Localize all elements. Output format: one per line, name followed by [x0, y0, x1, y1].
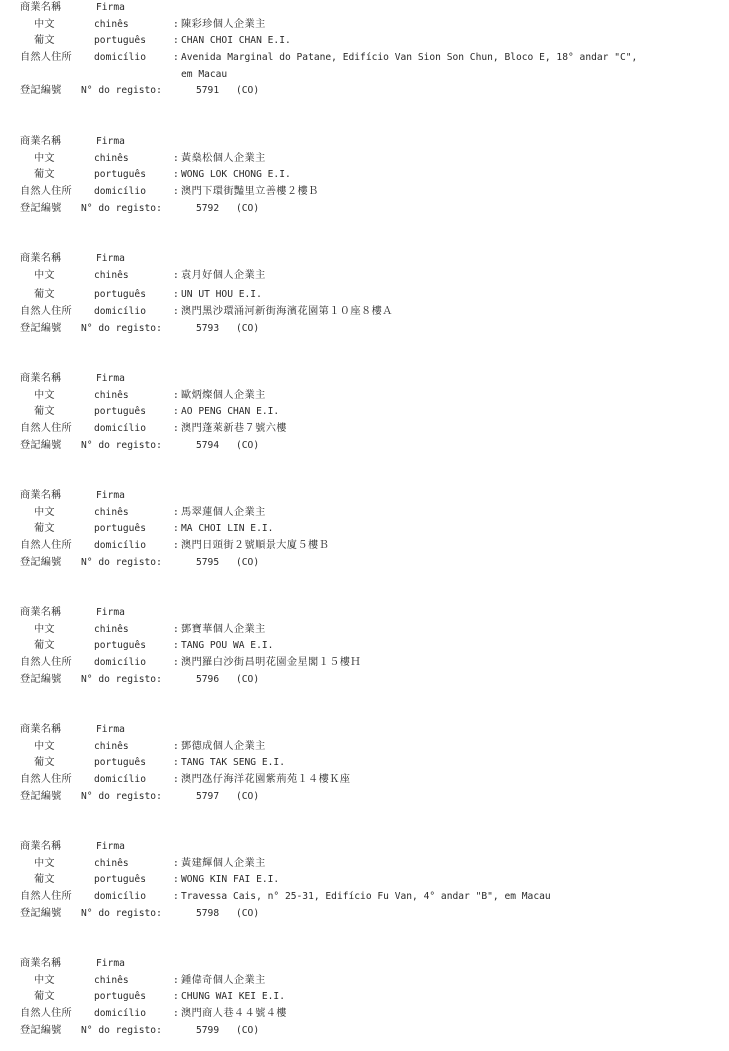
reg-suffix: (CO) — [236, 790, 260, 802]
chinese-name-row — [20, 17, 720, 34]
domicile-label-zh: 自然人住所 — [20, 306, 72, 318]
separator: : — [173, 640, 179, 652]
portuguese-label-pt: português — [94, 757, 146, 769]
portuguese-name-value: CHAN CHOI CHAN E.I. — [181, 35, 291, 47]
separator: : — [173, 857, 179, 869]
portuguese-name-row — [20, 521, 720, 538]
portuguese-label-zh: 葡文 — [34, 757, 55, 769]
firm-label-pt: Firma — [96, 958, 125, 969]
registry-entry — [20, 488, 720, 571]
chinese-label-zh: 中文 — [34, 506, 55, 518]
reg-label-zh: 登記編號 — [20, 322, 62, 334]
separator: : — [173, 540, 179, 552]
chinese-label-zh: 中文 — [34, 18, 55, 30]
domicile-label-zh: 自然人住所 — [20, 774, 72, 786]
firm-label-pt: Firma — [96, 841, 125, 852]
portuguese-label-zh: 葡文 — [34, 35, 55, 47]
firm-row — [20, 371, 720, 388]
firm-row — [20, 956, 720, 973]
reg-label-pt: N° do registo: — [81, 1024, 162, 1036]
registry-entry — [20, 134, 720, 217]
firm-label-zh: 商業名稱 — [20, 2, 62, 13]
reg-label-zh: 登記編號 — [20, 1024, 62, 1036]
domicile-value: 澳門商人巷４４號４樓 — [181, 1008, 287, 1020]
reg-label-zh: 登記編號 — [20, 439, 62, 451]
portuguese-label-zh: 葡文 — [34, 991, 55, 1003]
domicile-label-pt: domicílio — [94, 1008, 146, 1020]
separator: : — [173, 289, 179, 301]
separator: : — [173, 169, 179, 181]
registration-row — [20, 83, 720, 100]
portuguese-label-pt: português — [94, 640, 146, 652]
registration-row — [20, 672, 720, 689]
separator: : — [173, 1008, 179, 1020]
domicile-value: Avenida Marginal do Patane, Edifício Van Sion Son Chun, Bloco E, 18° andar "C", — [181, 52, 638, 64]
chinese-label-zh: 中文 — [34, 740, 55, 752]
separator: : — [173, 186, 179, 198]
domicile-value: Travessa Cais, n° 25-31, Edifício Fu Van, 4° andar "B", em Macau — [181, 891, 551, 903]
separator: : — [173, 506, 179, 518]
separator: : — [173, 306, 179, 318]
firm-label-pt: Firma — [96, 136, 125, 147]
portuguese-label-pt: português — [94, 169, 146, 181]
registration-row — [20, 1023, 720, 1040]
domicile-value: 澳門黑沙環涌河新街海濱花園第１０座８樓Ａ — [181, 306, 393, 318]
reg-label-pt: N° do registo: — [81, 322, 162, 334]
firm-label-pt: Firma — [96, 253, 125, 264]
reg-suffix: (CO) — [236, 1024, 260, 1036]
domicile-label-pt: domicílio — [94, 52, 146, 64]
reg-label-zh: 登記編號 — [20, 907, 62, 919]
chinese-label-zh: 中文 — [34, 269, 55, 281]
chinese-label-pt: chinês — [94, 857, 129, 869]
portuguese-label-zh: 葡文 — [34, 289, 55, 301]
domicile-label-zh: 自然人住所 — [20, 540, 72, 552]
separator: : — [173, 18, 179, 30]
firm-row — [20, 251, 720, 268]
chinese-name-row — [20, 505, 720, 522]
separator: : — [173, 423, 179, 435]
portuguese-label-zh: 葡文 — [34, 169, 55, 181]
reg-label-zh: 登記編號 — [20, 790, 62, 802]
firm-row — [20, 839, 720, 856]
reg-suffix: (CO) — [236, 439, 260, 451]
registry-entry — [20, 839, 720, 922]
domicile-value: 澳門羅白沙街昌明花園金星閣１５樓Ｈ — [181, 657, 361, 669]
portuguese-name-row — [20, 872, 720, 889]
reg-label-zh: 登記編號 — [20, 556, 62, 568]
registration-row — [20, 789, 720, 806]
domicile-label-pt: domicílio — [94, 423, 146, 435]
chinese-label-pt: chinês — [94, 506, 129, 518]
separator: : — [173, 406, 179, 418]
reg-number: 5799 — [196, 1024, 220, 1036]
portuguese-name-value: TANG POU WA E.I. — [181, 640, 274, 652]
domicile-label-pt: domicílio — [94, 891, 146, 903]
reg-number: 5792 — [196, 202, 220, 214]
reg-number: 5791 — [196, 85, 220, 97]
separator: : — [173, 974, 179, 986]
portuguese-name-row — [20, 755, 720, 772]
chinese-name-value: 鄧寶華個人企業主 — [181, 623, 266, 635]
domicile-row — [20, 304, 720, 321]
portuguese-label-pt: português — [94, 991, 146, 1003]
chinese-name-row — [20, 622, 720, 639]
registration-row — [20, 906, 720, 923]
reg-number: 5797 — [196, 790, 220, 802]
portuguese-label-pt: português — [94, 874, 146, 886]
reg-number: 5793 — [196, 322, 220, 334]
domicile-label-pt: domicílio — [94, 774, 146, 786]
chinese-name-value: 鄧德成個人企業主 — [181, 740, 266, 752]
domicile-label-zh: 自然人住所 — [20, 423, 72, 435]
portuguese-label-pt: português — [94, 406, 146, 418]
portuguese-name-row — [20, 167, 720, 184]
domicile-row — [20, 889, 720, 906]
domicile-value: 澳門氹仔海洋花園紫荊苑１４樓Ｋ座 — [181, 774, 351, 786]
registration-row — [20, 201, 720, 218]
chinese-label-zh: 中文 — [34, 623, 55, 635]
separator: : — [173, 874, 179, 886]
chinese-label-zh: 中文 — [34, 389, 55, 401]
domicile-row — [20, 538, 720, 555]
portuguese-name-value: WONG KIN FAI E.I. — [181, 874, 280, 886]
portuguese-name-value: MA CHOI LIN E.I. — [181, 523, 274, 535]
firm-row — [20, 0, 720, 17]
chinese-label-pt: chinês — [94, 389, 129, 401]
domicile-row — [20, 421, 720, 438]
reg-label-zh: 登記編號 — [20, 673, 62, 685]
firm-label-zh: 商業名稱 — [20, 253, 62, 264]
separator: : — [173, 991, 179, 1003]
domicile-value: 澳門蓬萊新巷７號六樓 — [181, 423, 287, 435]
domicile-continuation-row — [20, 67, 720, 84]
separator: : — [173, 35, 179, 47]
separator: : — [173, 389, 179, 401]
reg-label-pt: N° do registo: — [81, 85, 162, 97]
reg-label-pt: N° do registo: — [81, 202, 162, 214]
firm-label-pt: Firma — [96, 607, 125, 618]
reg-suffix: (CO) — [236, 322, 260, 334]
reg-suffix: (CO) — [236, 202, 260, 214]
chinese-label-pt: chinês — [94, 623, 129, 635]
separator: : — [173, 152, 179, 164]
reg-number: 5794 — [196, 439, 220, 451]
reg-label-pt: N° do registo: — [81, 673, 162, 685]
registration-row — [20, 321, 720, 338]
registry-entry — [20, 956, 720, 1039]
portuguese-label-pt: português — [94, 523, 146, 535]
registry-entry — [20, 0, 720, 100]
firm-label-zh: 商業名稱 — [20, 136, 62, 147]
chinese-name-row — [20, 973, 720, 990]
reg-suffix: (CO) — [236, 85, 260, 97]
domicile-row — [20, 1006, 720, 1023]
domicile-row — [20, 655, 720, 672]
chinese-label-pt: chinês — [94, 740, 129, 752]
separator: : — [173, 757, 179, 769]
portuguese-name-row — [20, 404, 720, 421]
portuguese-name-row — [20, 989, 720, 1006]
domicile-row — [20, 772, 720, 789]
separator: : — [173, 740, 179, 752]
portuguese-name-row — [20, 33, 720, 50]
separator: : — [173, 891, 179, 903]
registry-entry — [20, 605, 720, 688]
domicile-row — [20, 50, 720, 67]
domicile-row — [20, 184, 720, 201]
chinese-name-value: 鍾偉奇個人企業主 — [181, 974, 266, 986]
domicile-label-zh: 自然人住所 — [20, 891, 72, 903]
chinese-label-zh: 中文 — [34, 857, 55, 869]
domicile-label-pt: domicílio — [94, 540, 146, 552]
reg-suffix: (CO) — [236, 556, 260, 568]
registration-row — [20, 555, 720, 572]
firm-label-pt: Firma — [96, 724, 125, 735]
chinese-label-zh: 中文 — [34, 974, 55, 986]
domicile-label-zh: 自然人住所 — [20, 1008, 72, 1020]
firm-row — [20, 134, 720, 151]
separator: : — [173, 657, 179, 669]
separator: : — [173, 774, 179, 786]
reg-number: 5795 — [196, 556, 220, 568]
firm-label-zh: 商業名稱 — [20, 607, 62, 618]
reg-suffix: (CO) — [236, 673, 260, 685]
separator: : — [173, 52, 179, 64]
firm-label-zh: 商業名稱 — [20, 724, 62, 735]
firm-row — [20, 488, 720, 505]
registry-entry — [20, 722, 720, 805]
reg-label-pt: N° do registo: — [81, 790, 162, 802]
chinese-name-row — [20, 151, 720, 168]
domicile-value-continuation: em Macau — [181, 68, 228, 80]
firm-label-zh: 商業名稱 — [20, 373, 62, 384]
reg-label-pt: N° do registo: — [81, 439, 162, 451]
reg-label-zh: 登記編號 — [20, 202, 62, 214]
domicile-value: 澳門日頭街２號順景大廈５樓Ｂ — [181, 540, 330, 552]
domicile-label-zh: 自然人住所 — [20, 186, 72, 198]
reg-label-pt: N° do registo: — [81, 556, 162, 568]
chinese-name-value: 黃燊松個人企業主 — [181, 152, 266, 164]
registry-entry — [20, 371, 720, 454]
chinese-name-value: 歐炳燦個人企業主 — [181, 389, 266, 401]
firm-label-zh: 商業名稱 — [20, 958, 62, 969]
domicile-label-pt: domicílio — [94, 306, 146, 318]
portuguese-name-row — [20, 287, 720, 304]
registration-row — [20, 438, 720, 455]
chinese-name-row — [20, 739, 720, 756]
chinese-label-zh: 中文 — [34, 152, 55, 164]
reg-number: 5798 — [196, 907, 220, 919]
chinese-label-pt: chinês — [94, 974, 129, 986]
portuguese-label-pt: português — [94, 35, 146, 47]
chinese-name-row — [20, 268, 720, 285]
separator: : — [173, 269, 179, 281]
portuguese-name-row — [20, 638, 720, 655]
firm-row — [20, 722, 720, 739]
chinese-name-value: 黃建輝個人企業主 — [181, 857, 266, 869]
firm-label-zh: 商業名稱 — [20, 841, 62, 852]
portuguese-name-value: WONG LOK CHONG E.I. — [181, 169, 291, 181]
domicile-value: 澳門下環街豔里立善樓２樓Ｂ — [181, 186, 319, 198]
separator: : — [173, 523, 179, 535]
chinese-label-pt: chinês — [94, 18, 129, 30]
firm-label-pt: Firma — [96, 2, 125, 13]
reg-label-pt: N° do registo: — [81, 907, 162, 919]
chinese-name-row — [20, 388, 720, 405]
portuguese-name-value: AO PENG CHAN E.I. — [181, 406, 280, 418]
firm-label-pt: Firma — [96, 490, 125, 501]
portuguese-name-value: UN UT HOU E.I. — [181, 289, 262, 301]
chinese-name-value: 袁月好個人企業主 — [181, 269, 266, 281]
firm-label-pt: Firma — [96, 373, 125, 384]
portuguese-label-zh: 葡文 — [34, 523, 55, 535]
registry-entry — [20, 251, 720, 337]
portuguese-label-zh: 葡文 — [34, 874, 55, 886]
firm-label-zh: 商業名稱 — [20, 490, 62, 501]
domicile-label-zh: 自然人住所 — [20, 52, 72, 64]
portuguese-label-pt: português — [94, 289, 146, 301]
chinese-label-pt: chinês — [94, 152, 129, 164]
chinese-name-row — [20, 856, 720, 873]
reg-suffix: (CO) — [236, 907, 260, 919]
reg-number: 5796 — [196, 673, 220, 685]
portuguese-name-value: CHUNG WAI KEI E.I. — [181, 991, 285, 1003]
firm-row — [20, 605, 720, 622]
separator: : — [173, 623, 179, 635]
chinese-label-pt: chinês — [94, 269, 129, 281]
domicile-label-pt: domicílio — [94, 657, 146, 669]
chinese-name-value: 馬翠蓮個人企業主 — [181, 506, 266, 518]
portuguese-label-zh: 葡文 — [34, 406, 55, 418]
portuguese-label-zh: 葡文 — [34, 640, 55, 652]
domicile-label-zh: 自然人住所 — [20, 657, 72, 669]
reg-label-zh: 登記編號 — [20, 85, 62, 97]
domicile-label-pt: domicílio — [94, 186, 146, 198]
chinese-name-value: 陳彩珍個人企業主 — [181, 18, 266, 30]
portuguese-name-value: TANG TAK SENG E.I. — [181, 757, 285, 769]
